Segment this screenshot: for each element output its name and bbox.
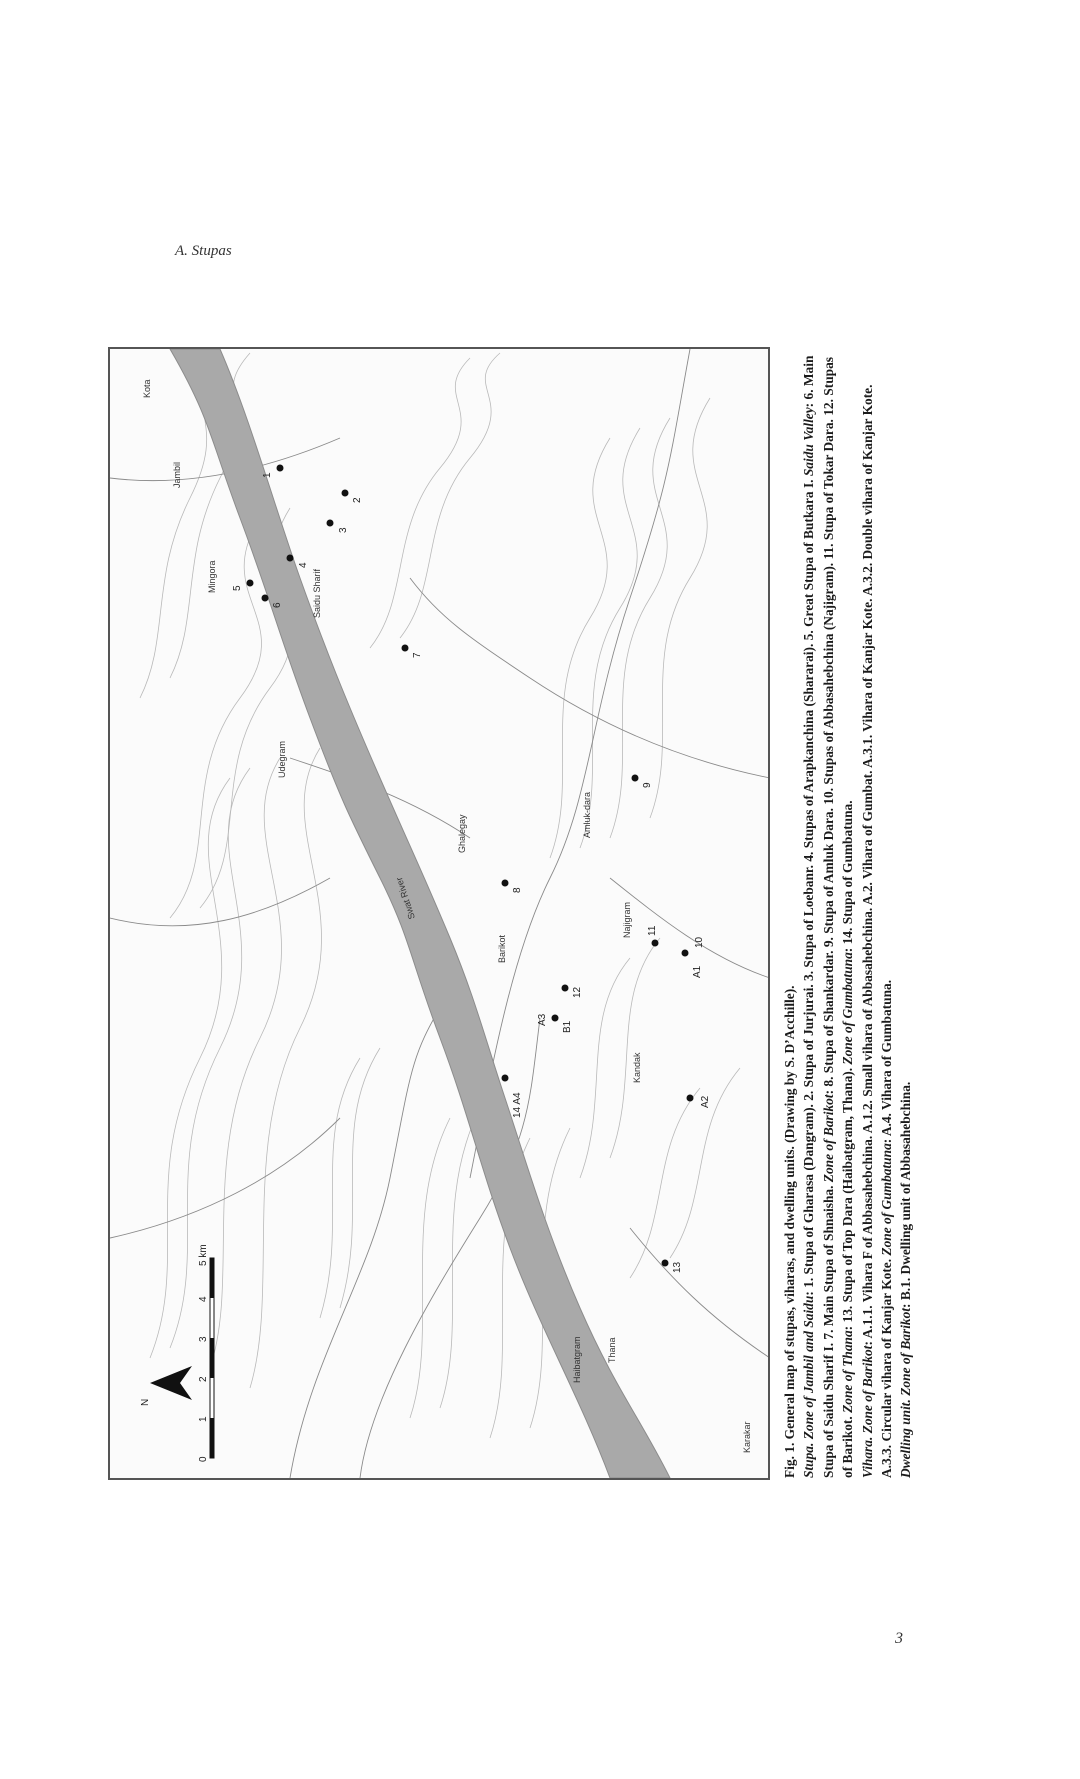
scale-label-5: 5 km (198, 1244, 209, 1266)
site-marker-14 (502, 1075, 509, 1082)
caption-stupa-text-3: : 8. Stupa of Shankardar. 9. Stupa of Amluk Dara. 10. Stupas of Abbasahebchina (Najigram). 11. Stupa of Tokar Dara. 12. Stupas of Barikot. (820, 357, 856, 1478)
caption-zone-saidu: Saidu Valley (801, 407, 817, 477)
caption-zone-barikot: Zone of Barikot (820, 1094, 836, 1183)
site-label-1: 1 (262, 472, 273, 478)
rotated-figure (108, 347, 954, 1480)
site-marker-4 (287, 555, 294, 562)
site-label-12: 12 (572, 986, 583, 998)
north-arrow (140, 1366, 192, 1406)
site-marker-11 (652, 940, 659, 947)
caption-vihara-label: Vihara. (859, 1436, 875, 1478)
caption-zone-jambil: Zone of Jambil and Saidu (801, 1295, 817, 1440)
place-thana: Thana (607, 1337, 617, 1363)
place-ghalegay: Ghalegay (457, 814, 467, 853)
place-udegram: Udegram (277, 740, 287, 778)
caption-stupa (799, 353, 857, 1478)
scale-label-2: 2 (198, 1376, 209, 1382)
site-label-7: 7 (412, 652, 423, 658)
caption-dwelling-text: : B.1. Dwelling unit of Abbasahebchina. (898, 1081, 914, 1308)
site-marker-12 (562, 985, 569, 992)
place-kota: Kota (142, 379, 152, 398)
caption-stupa-text-5: : 14. Stupa of Gumbatuna. (840, 800, 856, 953)
site-marker-5 (247, 580, 254, 587)
place-jambil: Jambil (172, 461, 182, 488)
site-label-a3: A3 (537, 1013, 548, 1026)
site-label-a1: A1 (692, 965, 703, 978)
caption-stupa-text-2: : 6. Main Stupa of Saidu Sharif I. 7. Main Stupa of Shnaisha. (801, 355, 836, 1478)
place-names (142, 379, 752, 1453)
site-label-8: 8 (512, 887, 523, 893)
caption-stupa-text-4: : 13. Stupa of Top Dara (Haibatgram, Thana). (840, 1064, 856, 1331)
site-marker-1 (277, 465, 284, 472)
map-figure (108, 347, 770, 1480)
north-label: N (140, 1398, 151, 1406)
site-label-b1: B1 (562, 1020, 573, 1033)
contour-lines (140, 353, 740, 1438)
figure-inner (108, 347, 954, 1480)
site-marker-a2 (687, 1095, 694, 1102)
site-label-11: 11 (647, 925, 658, 936)
place-saidu-sharif: Saidu Sharif (312, 568, 322, 618)
caption-zone-barikot-2: Zone of Barikot (859, 1345, 875, 1434)
site-label-4: 4 (298, 562, 309, 568)
site-label-14-a4: 14 A4 (512, 1092, 523, 1118)
caption-zone-gumbatuna-2: Zone of Gumbatuna (879, 1143, 895, 1256)
place-haibatgram: Haibatgram (572, 1336, 582, 1383)
site-label-9: 9 (642, 782, 653, 788)
caption-vihara-text-2: : A.4. Vihara of Gumbatuna. (879, 979, 895, 1144)
site-label-3: 3 (338, 527, 349, 533)
scale-label-4: 4 (198, 1296, 209, 1302)
site-label-5: 5 (232, 585, 243, 591)
place-amluk-dara: Amluk-dara (582, 791, 592, 838)
caption-vihara (858, 353, 897, 1478)
river (170, 349, 670, 1478)
site-label-2: 2 (352, 497, 363, 503)
site-marker-3 (327, 520, 334, 527)
scale-label-3: 3 (198, 1336, 209, 1342)
caption-stupa-text-1: : 1. Stupa of Gharasa (Dangram). 2. Stupa of Jurjurai. 3. Stupa of Loebanr. 4. Stupas of Arapkanchina (Shararai). 5. Great Stupa of Butkara I. (801, 476, 817, 1296)
scale-label-1: 1 (198, 1416, 209, 1422)
caption-dwelling-label: Dwelling unit. (898, 1399, 914, 1478)
site-marker-13 (662, 1260, 669, 1267)
site-marker-2 (342, 490, 349, 497)
caption-zone-thana: Zone of Thana (840, 1330, 856, 1413)
map-svg (110, 349, 768, 1478)
place-najigram: Najigram (622, 901, 632, 938)
north-arrow-icon (150, 1366, 192, 1400)
page-number: 3 (895, 1630, 903, 1647)
place-kandak: Kandak (632, 1052, 642, 1083)
site-marker-8 (502, 880, 509, 887)
caption-zone-gumbatuna: Zone of Gumbatuna (840, 952, 856, 1065)
section-heading: A. Stupas (175, 243, 232, 259)
site-label-6: 6 (272, 602, 283, 608)
place-mingora: Mingora (207, 560, 217, 593)
site-marker-a3 (552, 1015, 559, 1022)
figure-caption (780, 353, 916, 1478)
scale-bar (198, 1244, 214, 1462)
site-label-13: 13 (672, 1261, 683, 1273)
caption-dwelling (896, 353, 915, 1478)
site-marker-6 (262, 595, 269, 602)
site-marker-9 (632, 775, 639, 782)
caption-title: Fig. 1. General map of stupas, viharas, and dwelling units. (Drawing by S. D’Acchille). (782, 985, 797, 1478)
caption-stupa-label: Stupa. (801, 1442, 817, 1478)
place-barikot: Barikot (497, 934, 507, 963)
place-karakar: Karakar (742, 1421, 752, 1453)
river-label: Swat River (393, 875, 417, 921)
site-marker-10 (682, 950, 689, 957)
caption-zone-barikot-3: Zone of Barikot (898, 1307, 914, 1396)
site-marker-7 (402, 645, 409, 652)
scale-label-0: 0 (198, 1456, 209, 1462)
site-label-a2: A2 (700, 1095, 711, 1108)
caption-vihara-text-1: : A.1.1. Vihara F of Abbasahebchina. A.1.2. Small vihara of Abbasahebchina. A.2. Vihara of Gumbat. A.3.1. Vihara of Kanjar Kote. A.3.2. Double vihara of Kanjar Kote. A.3.3. Circular vihara of Kanjar Kote. (859, 384, 895, 1478)
site-label-10: 10 (694, 936, 705, 948)
